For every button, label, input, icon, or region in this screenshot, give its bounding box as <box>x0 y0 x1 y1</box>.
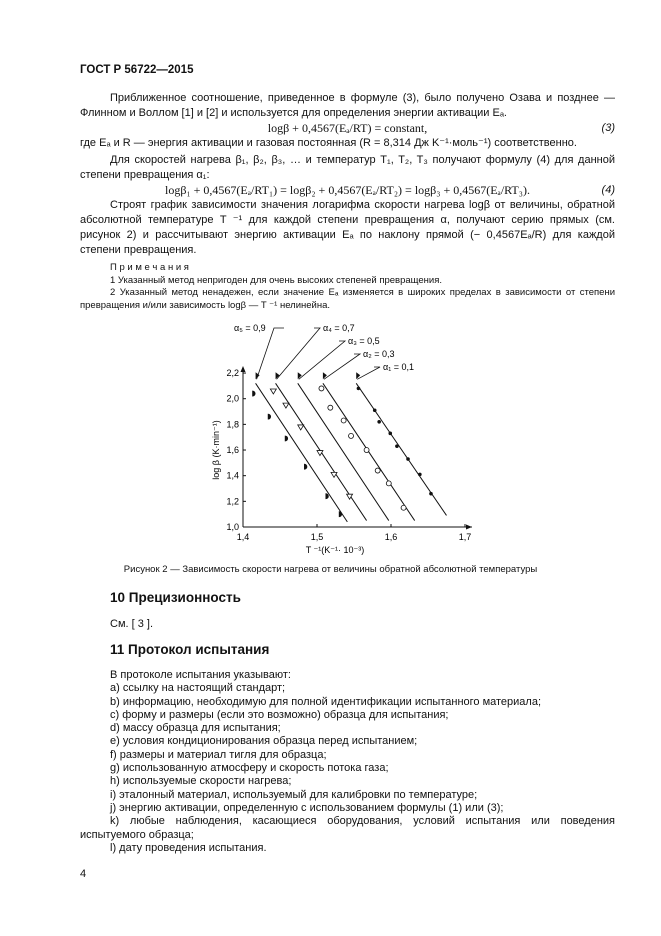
list-item: l) дату проведения испытания. <box>110 841 267 854</box>
section-11-list <box>80 669 615 855</box>
list-items <box>80 682 615 855</box>
data-point <box>304 464 307 469</box>
series-label: α₃ = 0,5 <box>348 336 380 346</box>
figure-caption: Рисунок 2 — Зависимость скорости нагрева от величины обратной абсолютной температуры <box>123 564 538 575</box>
series-line <box>323 383 415 520</box>
list-item: i) эталонный материал, используемый для калибровки по температуре; <box>110 788 478 801</box>
data-point <box>339 512 342 517</box>
page-number: 4 <box>80 868 87 880</box>
list-item: a) ссылку на настоящий стандарт; <box>110 682 286 695</box>
series-line <box>356 383 446 515</box>
series-label: α₂ = 0,3 <box>363 349 395 359</box>
y-tick-label: 2,0 <box>226 393 239 404</box>
series-line <box>298 383 389 520</box>
data-point <box>326 494 329 499</box>
series-label: α₁ = 0,1 <box>383 362 415 372</box>
y-tick-label: 1,4 <box>226 470 239 481</box>
paragraph: Для скоростей нагрева β₁, β₂, β₃, … и температур T₁, T₂, T₃ получают формулу (4) для данной степени превращения α₁: <box>80 154 615 181</box>
note-item: 2 Указанный метод ненадежен, если значение Eₐ изменяется в широких пределах в зависимости от степени превращения и/или зависимость logβ — T ⁻¹ нелинейна. <box>80 287 615 311</box>
y-tick-label: 1,2 <box>226 496 239 507</box>
data-point <box>364 448 369 453</box>
document-header: ГОСТ Р 56722—2015 <box>80 64 194 76</box>
list-item: b) информацию, необходимую для полной идентификации испытанного материала; <box>110 695 542 708</box>
data-point <box>349 433 354 438</box>
data-point <box>285 436 288 441</box>
leader-line <box>257 328 284 379</box>
list-item: k) любые наблюдения, касающиеся оборудования, условий испытания или поведения испытуемого образца; <box>80 815 615 841</box>
data-point <box>386 481 391 486</box>
data-point <box>319 386 324 391</box>
list-item: g) использованную атмосферу и скорость потока газа; <box>110 762 389 775</box>
series-line <box>256 383 348 522</box>
list-item: d) массу образца для испытания; <box>110 722 281 735</box>
list-item: c) форму и размеры (если это возможно) образца для испытания; <box>110 708 449 721</box>
x-tick-label: 1,6 <box>384 532 398 542</box>
paragraph: Приближенное соотношение, приведенное в формуле (3), было получено Озава и позднее — Флинном и Воллом [1] и [2] и используется для определения энергии активации Eₐ. <box>80 92 615 119</box>
x-tick-label: 1,7 <box>458 532 472 542</box>
notes-title: П р и м е ч а н и я <box>110 262 189 273</box>
list-intro: В протоколе испытания указывают: <box>110 669 291 681</box>
paragraph: Строят график зависимости значения логарифма скорости нагрева logβ от величины, обратной абсолютной температуре T ⁻¹ для каждой степени превращения α, получают серию прямых (см. рисунок 2) и рассчитывают энергию активации Eₐ по наклону прямой (− 0,4567Eₐ/R) для каждой степени превращения. <box>80 199 615 256</box>
data-point <box>268 414 271 419</box>
formula-number: (4) <box>601 184 615 196</box>
formula-number: (3) <box>601 122 615 134</box>
list-item: f) размеры и материал тигля для образца; <box>110 748 327 761</box>
data-point <box>377 420 381 424</box>
y-tick-label: 1,0 <box>226 522 239 532</box>
section-10-heading: 10 Прецизионность <box>110 590 241 605</box>
section-11-heading: 11 Протокол испытания <box>110 642 270 657</box>
data-point <box>401 505 406 510</box>
data-point <box>328 405 333 410</box>
data-point <box>418 473 422 477</box>
data-point <box>357 387 361 391</box>
paragraph: где Eₐ и R — энергия активации и газовая постоянная (R = 8,314 Дж K⁻¹·моль⁻¹) соответственно. <box>80 137 577 149</box>
leader-line <box>324 354 360 379</box>
x-tick-label: 1,4 <box>236 532 250 542</box>
data-point <box>406 457 410 461</box>
data-point <box>341 418 346 423</box>
list-item: j) энергию активации, определенную с использованием формулы (1) или (3); <box>110 801 504 814</box>
y-tick-label: 1,6 <box>226 445 239 456</box>
x-axis-arrow-icon <box>466 525 472 530</box>
data-point <box>395 444 399 448</box>
y-tick-label: 2,2 <box>226 368 239 379</box>
y-axis-arrow-icon <box>241 366 246 372</box>
formula-text: logβ₁ + 0,4567(Eₐ/RT₁) = logβ₂ + 0,4567(Eₐ/RT₂) = logβ₃ + 0,4567(Eₐ/RT₃). <box>165 183 530 197</box>
list-item: e) условия кондиционирования образца перед испытанием; <box>110 735 418 748</box>
data-point <box>298 425 304 430</box>
leader-line <box>299 341 345 379</box>
section-10-text: См. [ 3 ]. <box>110 618 154 630</box>
data-point <box>270 389 276 394</box>
y-tick-label: 1,8 <box>226 419 239 430</box>
series-label: α₄ = 0,7 <box>323 323 355 333</box>
data-point <box>388 432 392 436</box>
data-point <box>429 492 433 496</box>
y-axis-label: log β (K·min⁻¹) <box>211 420 221 480</box>
leader-line <box>277 328 320 379</box>
series-label: α₅ = 0,9 <box>234 323 266 333</box>
formula-text: logβ + 0,4567(Eₐ/RT) = constant, <box>267 121 428 135</box>
leader-line <box>357 367 380 379</box>
x-tick-label: 1,5 <box>310 532 324 542</box>
data-point <box>373 408 377 412</box>
data-point <box>253 391 256 396</box>
data-point <box>283 403 289 408</box>
data-point <box>375 468 380 473</box>
note-item: 1 Указанный метод непригоден для очень высоких степеней превращения. <box>110 274 443 286</box>
x-axis-label: T ⁻¹(K⁻¹· 10⁻³) <box>305 545 365 555</box>
list-item: h) используемые скорости нагрева; <box>110 775 292 788</box>
